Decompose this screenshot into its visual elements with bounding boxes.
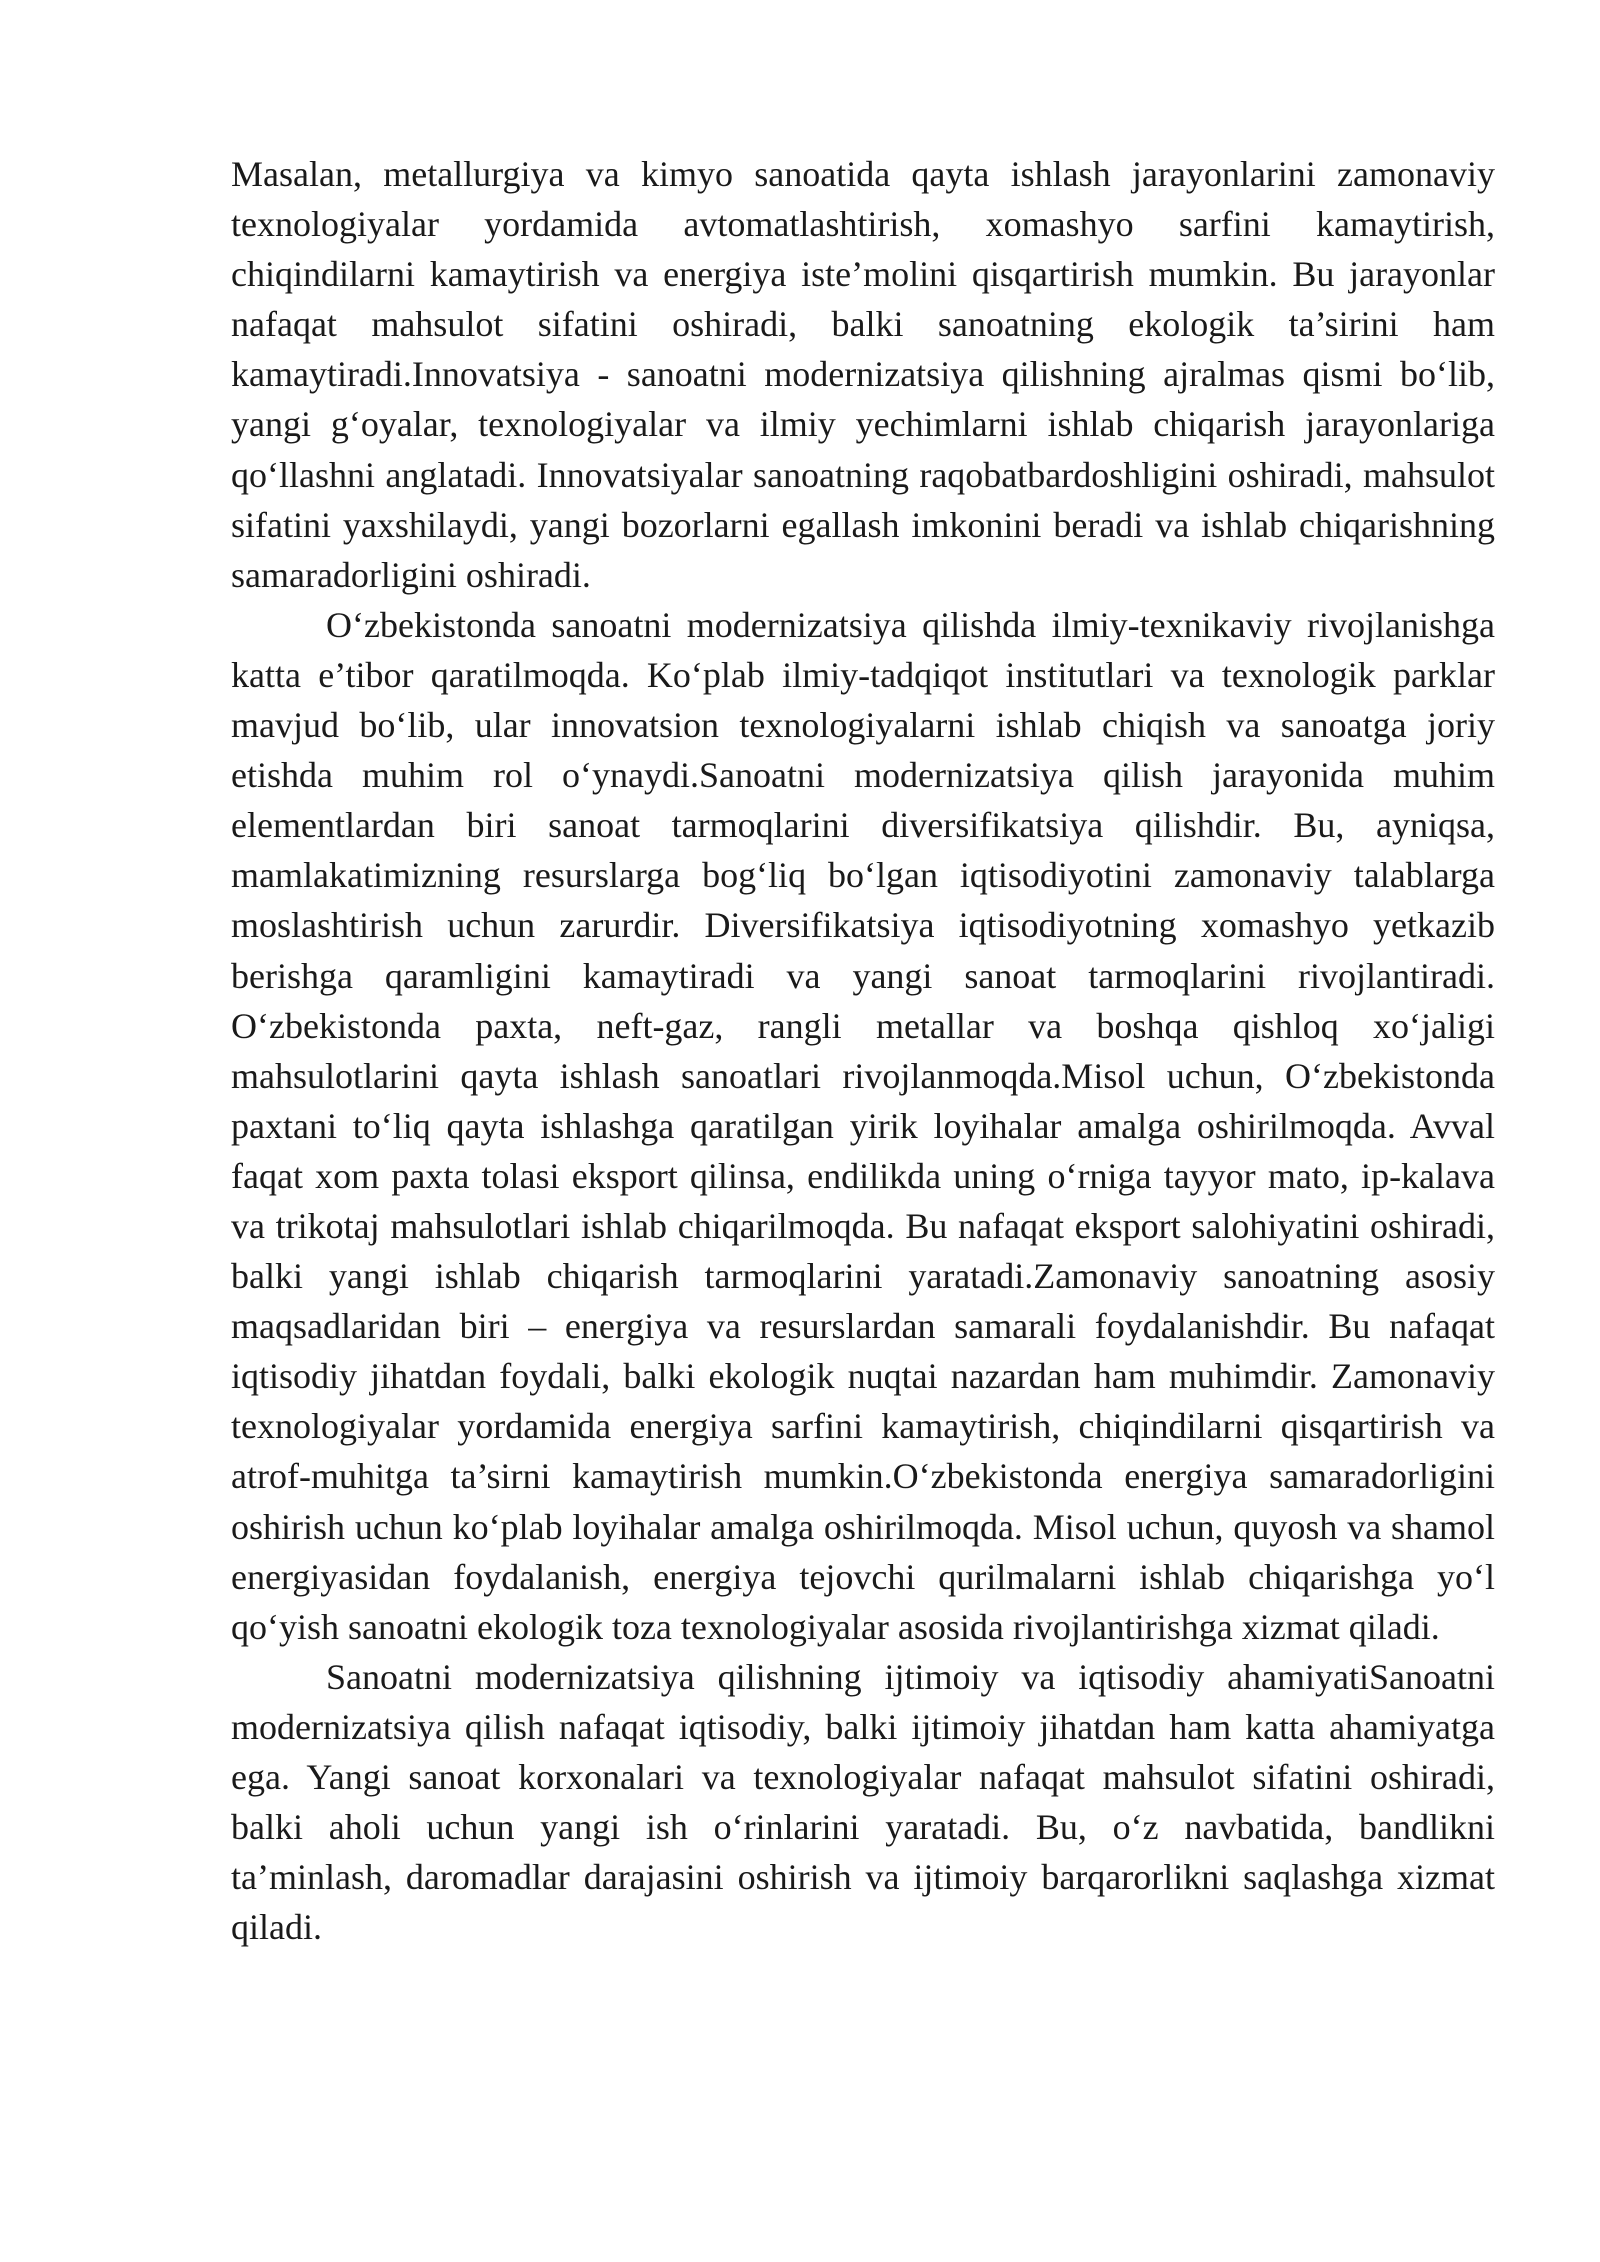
paragraph-1: Masalan, metallurgiya va kimyo sanoatida qayta ishlash jarayonlarini zamonaviy texnologiyalar yordamida avtomatlashtirish, xomashyo sarfini kamaytirish, chiqindilarni kamaytirish va energiya iste’molini qisqartirish mumkin. Bu jarayonlar nafaqat mahsulot sifatini oshiradi, balki sanoatning ekologik ta’sirini ham kamaytiradi.Innovatsiya - sanoatni modernizatsiya qilishning ajralmas qismi bo‘lib, yangi g‘oyalar, texnologiyalar va ilmiy yechimlarni ishlab chiqarish jarayonlariga qo‘llashni anglatadi. Innovatsiyalar sanoatning raqobatbardoshligini oshiradi, mahsulot sifatini yaxshilaydi, yangi bozorlarni egallash imkonini beradi va ishlab chiqarishning samaradorligini oshiradi. xyxy=(231,154,1495,595)
paragraph-2: O‘zbekistonda sanoatni modernizatsiya qilishda ilmiy-texnikaviy rivojlanishga katta e’tibor qaratilmoqda. Ko‘plab ilmiy-tadqiqot institutlari va texnologik parklar mavjud bo‘lib, ular innovatsion texnologiyalarni ishlab chiqish va sanoatga joriy etishda muhim rol o‘ynaydi.Sanoatni modernizatsiya qilish jarayonida muhim elementlardan biri sanoat tarmoqlarini diversifikatsiya qilishdir. Bu, ayniqsa, mamlakatimizning resurslarga bog‘liq bo‘lgan iqtisodiyotini zamonaviy talablarga moslashtirish uchun zarurdir. Diversifikatsiya iqtisodiyotning xomashyo yetkazib berishga qaramligini kamaytiradi va yangi sanoat tarmoqlarini rivojlantiradi. O‘zbekistonda paxta, neft-gaz, rangli metallar va boshqa qishloq xo‘jaligi mahsulotlarini qayta ishlash sanoatlari rivojlanmoqda.Misol uchun, O‘zbekistonda paxtani to‘liq qayta ishlashga qaratilgan yirik loyihalar amalga oshirilmoqda. Avval faqat xom paxta tolasi eksport qilinsa, endilikda uning o‘rniga tayyor mato, ip-kalava va trikotaj mahsulotlari ishlab chiqarilmoqda. Bu nafaqat eksport salohiyatini oshiradi, balki yangi ishlab chiqarish tarmoqlarini yaratadi.Zamonaviy sanoatning asosiy maqsadlaridan biri – energiya va resurslardan samarali foydalanishdir. Bu nafaqat iqtisodiy jihatdan foydali, balki ekologik nuqtai nazardan ham muhimdir. Zamonaviy texnologiyalar yordamida energiya sarfini kamaytirish, chiqindilarni qisqartirish va atrof-muhitga ta’sirni kamaytirish mumkin.O‘zbekistonda energiya samaradorligini oshirish uchun ko‘plab loyihalar amalga oshirilmoqda. Misol uchun, quyosh va shamol energiyasidan foydalanish, energiya tejovchi qurilmalarni ishlab chiqarishga yo‘l qo‘yish sanoatni ekologik toza texnologiyalar asosida rivojlantirishga xizmat qiladi. xyxy=(231,604,1495,1647)
document-body xyxy=(231,149,1495,1952)
paragraph-3: Sanoatni modernizatsiya qilishning ijtimoiy va iqtisodiy ahamiyatiSanoatni modernizatsiya qilish nafaqat iqtisodiy, balki ijtimoiy jihatdan ham katta ahamiyatga ega. Yangi sanoat korxonalari va texnologiyalar nafaqat mahsulot sifatini oshiradi, balki aholi uchun yangi ish o‘rinlarini yaratadi. Bu, o‘z navbatida, bandlikni ta’minlash, daromadlar darajasini oshirish va ijtimoiy barqarorlikni saqlashga xizmat qiladi. xyxy=(231,1656,1495,1948)
